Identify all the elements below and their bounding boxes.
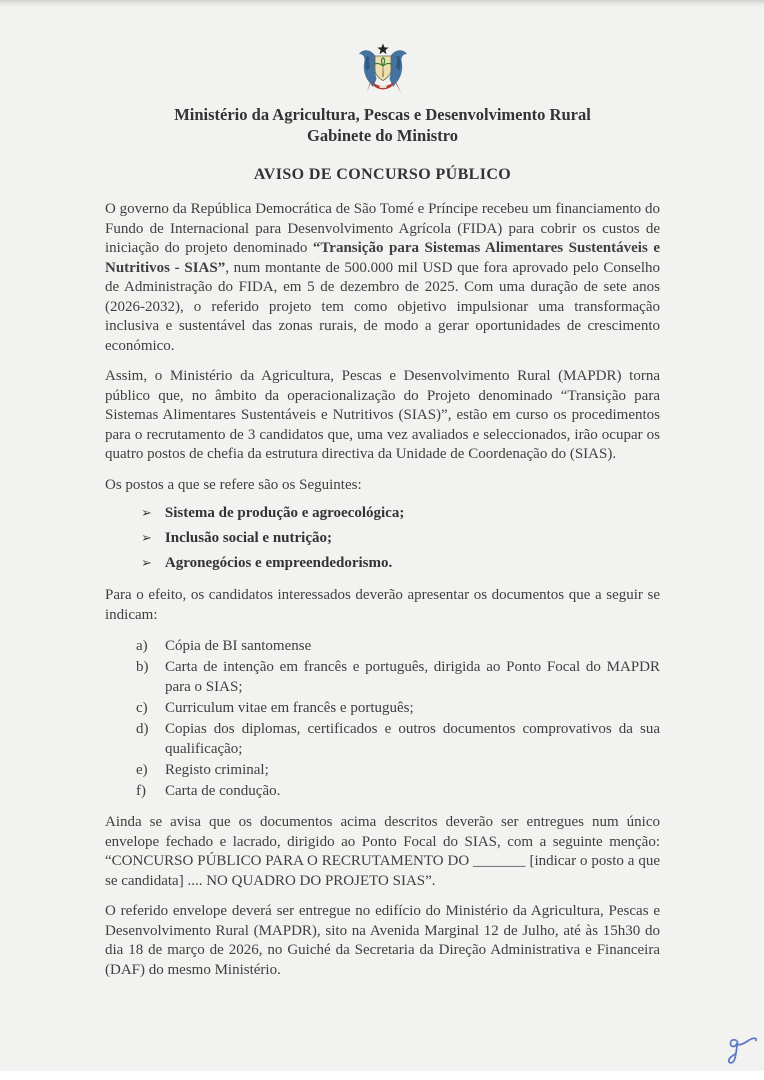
document-item-text: Curriculum vitae em francês e português; — [165, 700, 414, 716]
paragraph-recruitment-announcement: Assim, o Ministério da Agricultura, Pescas e Desenvolvimento Rural (MAPDR) torna público que, no âmbito da operacionalização do Projeto denominado “Transição para Sistemas Alimentares Sustentáveis e Nutritivos (SIAS)”, estão em curso os procedimentos para o recrutamento de 3 candidatos que, uma vez avaliados e seleccionados, irão ocupar os quatro postos de chefia da estrutura directiva da Unidade de Coordenação do (SIAS). — [105, 368, 660, 462]
arrow-bullet-icon: ➢ — [141, 556, 152, 571]
document-item — [136, 657, 660, 697]
coat-of-arms-sao-tome-principe-icon — [105, 40, 660, 98]
document-item-letter: c) — [136, 700, 148, 716]
paragraph-documents-intro: Para o efeito, os candidatos interessados deverão apresentar os documentos que a seguir se indicam: — [105, 587, 660, 623]
document-item — [136, 636, 660, 656]
document-item — [136, 719, 660, 759]
project-name-bold: “Transição para Sistemas Alimentares Sustentáveis e Nutritivos - SIAS” — [105, 240, 660, 276]
scan-top-edge — [0, 0, 764, 7]
posts-list — [141, 501, 660, 576]
post-item-label: Sistema de produção e agroecológica; — [164, 505, 405, 521]
required-documents-list — [136, 636, 660, 801]
paragraph-envelope-instructions: Ainda se avisa que os documentos acima descritos deverão ser entregues num único envelope fechado e lacrado, dirigido ao Ponto Focal do SIAS, com a seguinte menção: “CONCURSO PÚBLICO PARA O RECRUTAMENTO DO _______ [indicar o posto a que se candidata] .... NO QUADRO DO PROJETO SIAS”. — [105, 814, 660, 889]
post-item-label: Agronegócios e empreendedorismo. — [164, 555, 393, 571]
document-item-text: Carta de condução. — [165, 783, 281, 799]
document-item-letter: f) — [136, 783, 146, 799]
paragraph-funding-lead: O governo da República Democrática de São Tomé e Príncipe recebeu um financiamento do Fundo de Internacional para Desenvolvimento Agrícola (FIDA) para cobrir os custos de iniciação do projeto denominado — [105, 201, 660, 256]
document-item — [136, 781, 660, 801]
document-item-letter: e) — [136, 762, 148, 778]
document-item-text: Carta de intenção em francês e português, dirigida ao Ponto Focal do MAPDR para o SIAS; — [165, 659, 660, 695]
document-item — [136, 760, 660, 780]
document-item-letter: b) — [136, 659, 149, 675]
paragraph-funding — [105, 200, 660, 356]
signature-initial — [718, 1030, 760, 1072]
post-item-label: Inclusão social e nutrição; — [164, 530, 332, 546]
paragraph-delivery-location-deadline: O referido envelope deverá ser entregue no edifício do Ministério da Agricultura, Pescas e Desenvolvimento Rural (MAPDR), sito na Avenida Marginal 12 de Julho, até às 15h30 do dia 18 de março de 2026, no Guiché da Secretaria da Direção Administrativa e Financeira (DAF) do mesmo Ministério. — [105, 903, 660, 978]
posts-intro-line: Os postos a que se refere são os Seguintes: — [105, 476, 362, 493]
document-item-letter: d) — [136, 721, 149, 737]
post-item-production-agroecology — [141, 501, 660, 526]
post-item-agribusiness-entrepreneurship — [141, 551, 660, 576]
post-item-social-inclusion-nutrition — [141, 526, 660, 551]
arrow-bullet-icon: ➢ — [141, 506, 152, 521]
arrow-bullet-icon: ➢ — [141, 531, 152, 546]
office-name: Gabinete do Ministro — [307, 126, 458, 145]
document-item-letter: a) — [136, 638, 148, 654]
document-item-text: Registo criminal; — [165, 762, 269, 778]
document-item-text: Copias dos diplomas, certificados e outros documentos comprovativos da sua qualificação; — [165, 721, 660, 757]
document-title: AVISO DE CONCURSO PÚBLICO — [253, 166, 512, 183]
document-item — [136, 698, 660, 718]
document-item-text: Cópia de BI santomense — [165, 638, 312, 654]
ministry-name: Ministério da Agricultura, Pescas e Desenvolvimento Rural — [174, 105, 591, 124]
paragraph-funding-tail: , num montante de 500.000 mil USD que fora aprovado pelo Conselho de Administração do FIDA, em 5 de dezembro de 2025. Com uma duração de sete anos (2026-2032), o referido projeto tem como objetivo impulsionar uma transformação inclusiva e sustentável das zonas rurais, de modo a gerar oportunidades de crescimento económico. — [105, 259, 660, 354]
